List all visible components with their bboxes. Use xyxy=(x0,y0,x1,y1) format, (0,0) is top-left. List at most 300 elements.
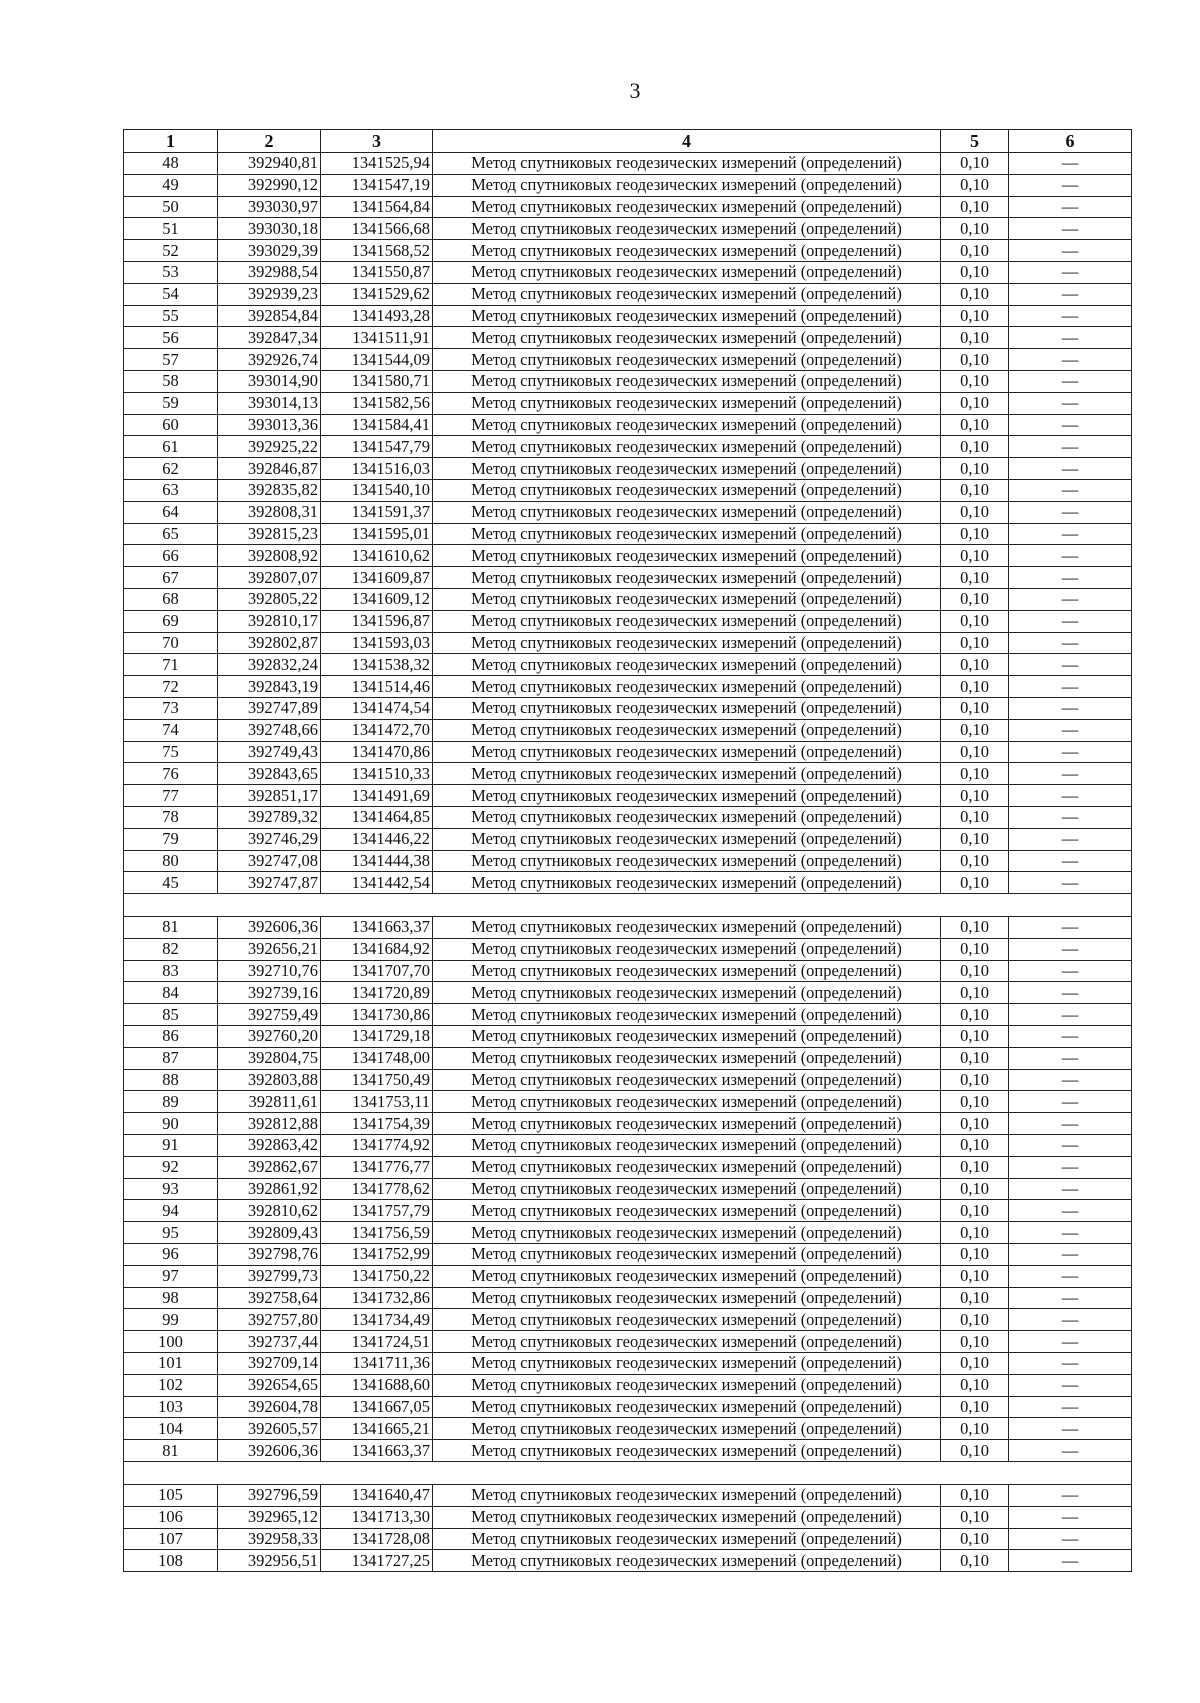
point-number-cell: 79 xyxy=(124,828,218,850)
accuracy-cell: 0,10 xyxy=(941,872,1009,894)
point-number-cell: 64 xyxy=(124,501,218,523)
y-coordinate-cell: 1341493,28 xyxy=(321,305,433,327)
x-coordinate-cell: 392802,87 xyxy=(218,632,321,654)
point-number-cell: 93 xyxy=(124,1178,218,1200)
y-coordinate-cell: 1341470,86 xyxy=(321,741,433,763)
y-coordinate-cell: 1341713,30 xyxy=(321,1506,433,1528)
y-coordinate-cell: 1341538,32 xyxy=(321,654,433,676)
accuracy-cell: 0,10 xyxy=(941,153,1009,175)
x-coordinate-cell: 392747,87 xyxy=(218,872,321,894)
accuracy-cell: 0,10 xyxy=(941,785,1009,807)
description-cell: — xyxy=(1009,218,1132,240)
method-cell: Метод спутниковых геодезических измерений (определений) xyxy=(433,1550,941,1572)
point-number-cell: 59 xyxy=(124,392,218,414)
table-row xyxy=(124,917,1132,939)
x-coordinate-cell: 392851,17 xyxy=(218,785,321,807)
y-coordinate-cell: 1341547,19 xyxy=(321,174,433,196)
accuracy-cell: 0,10 xyxy=(941,479,1009,501)
x-coordinate-cell: 393013,36 xyxy=(218,414,321,436)
x-coordinate-cell: 392846,87 xyxy=(218,458,321,480)
method-cell: Метод спутниковых геодезических измерений (определений) xyxy=(433,218,941,240)
table-row xyxy=(124,174,1132,196)
description-cell: — xyxy=(1009,414,1132,436)
y-coordinate-cell: 1341774,92 xyxy=(321,1135,433,1157)
x-coordinate-cell: 392760,20 xyxy=(218,1026,321,1048)
description-cell: — xyxy=(1009,588,1132,610)
accuracy-cell: 0,10 xyxy=(941,654,1009,676)
x-coordinate-cell: 392926,74 xyxy=(218,349,321,371)
y-coordinate-cell: 1341442,54 xyxy=(321,872,433,894)
x-coordinate-cell: 392939,23 xyxy=(218,283,321,305)
table-row xyxy=(124,785,1132,807)
description-cell: — xyxy=(1009,479,1132,501)
method-cell: Метод спутниковых геодезических измерений (определений) xyxy=(433,917,941,939)
x-coordinate-cell: 392805,22 xyxy=(218,588,321,610)
accuracy-cell: 0,10 xyxy=(941,1047,1009,1069)
point-number-cell: 80 xyxy=(124,850,218,872)
y-coordinate-cell: 1341778,62 xyxy=(321,1178,433,1200)
x-coordinate-cell: 392815,23 xyxy=(218,523,321,545)
table-row xyxy=(124,1528,1132,1550)
x-coordinate-cell: 392656,21 xyxy=(218,938,321,960)
header-col-5: 5 xyxy=(941,130,1009,153)
description-cell: — xyxy=(1009,697,1132,719)
table-row xyxy=(124,676,1132,698)
method-cell: Метод спутниковых геодезических измерений (определений) xyxy=(433,697,941,719)
table-row xyxy=(124,370,1132,392)
table-spacer-row xyxy=(124,894,1132,917)
description-cell: — xyxy=(1009,1069,1132,1091)
table-row xyxy=(124,741,1132,763)
table-row xyxy=(124,850,1132,872)
accuracy-cell: 0,10 xyxy=(941,982,1009,1004)
method-cell: Метод спутниковых геодезических измерений (определений) xyxy=(433,349,941,371)
point-number-cell: 85 xyxy=(124,1004,218,1026)
x-coordinate-cell: 392808,92 xyxy=(218,545,321,567)
table-row xyxy=(124,654,1132,676)
y-coordinate-cell: 1341665,21 xyxy=(321,1418,433,1440)
accuracy-cell: 0,10 xyxy=(941,676,1009,698)
table-row xyxy=(124,610,1132,632)
point-number-cell: 99 xyxy=(124,1309,218,1331)
y-coordinate-cell: 1341568,52 xyxy=(321,240,433,262)
x-coordinate-cell: 392862,67 xyxy=(218,1156,321,1178)
point-number-cell: 69 xyxy=(124,610,218,632)
y-coordinate-cell: 1341547,79 xyxy=(321,436,433,458)
y-coordinate-cell: 1341529,62 xyxy=(321,283,433,305)
y-coordinate-cell: 1341757,79 xyxy=(321,1200,433,1222)
accuracy-cell: 0,10 xyxy=(941,523,1009,545)
header-col-3: 3 xyxy=(321,130,433,153)
x-coordinate-cell: 392710,76 xyxy=(218,960,321,982)
table-row xyxy=(124,1309,1132,1331)
x-coordinate-cell: 393030,18 xyxy=(218,218,321,240)
y-coordinate-cell: 1341748,00 xyxy=(321,1047,433,1069)
accuracy-cell: 0,10 xyxy=(941,741,1009,763)
method-cell: Метод спутниковых геодезических измерений (определений) xyxy=(433,654,941,676)
point-number-cell: 82 xyxy=(124,938,218,960)
y-coordinate-cell: 1341711,36 xyxy=(321,1353,433,1375)
x-coordinate-cell: 393029,39 xyxy=(218,240,321,262)
table-row xyxy=(124,479,1132,501)
point-number-cell: 104 xyxy=(124,1418,218,1440)
x-coordinate-cell: 392796,59 xyxy=(218,1485,321,1507)
point-number-cell: 96 xyxy=(124,1244,218,1266)
point-number-cell: 101 xyxy=(124,1353,218,1375)
point-number-cell: 103 xyxy=(124,1396,218,1418)
description-cell: — xyxy=(1009,501,1132,523)
method-cell: Метод спутниковых геодезических измерений (определений) xyxy=(433,1418,941,1440)
x-coordinate-cell: 393014,90 xyxy=(218,370,321,392)
y-coordinate-cell: 1341474,54 xyxy=(321,697,433,719)
y-coordinate-cell: 1341564,84 xyxy=(321,196,433,218)
point-number-cell: 51 xyxy=(124,218,218,240)
description-cell: — xyxy=(1009,1528,1132,1550)
y-coordinate-cell: 1341566,68 xyxy=(321,218,433,240)
x-coordinate-cell: 392809,43 xyxy=(218,1222,321,1244)
y-coordinate-cell: 1341667,05 xyxy=(321,1396,433,1418)
y-coordinate-cell: 1341756,59 xyxy=(321,1222,433,1244)
method-cell: Метод спутниковых геодезических измерений (определений) xyxy=(433,1178,941,1200)
y-coordinate-cell: 1341595,01 xyxy=(321,523,433,545)
method-cell: Метод спутниковых геодезических измерений (определений) xyxy=(433,1331,941,1353)
method-cell: Метод спутниковых геодезических измерений (определений) xyxy=(433,458,941,480)
table-row xyxy=(124,1004,1132,1026)
table-row xyxy=(124,458,1132,480)
table-row xyxy=(124,1113,1132,1135)
accuracy-cell: 0,10 xyxy=(941,392,1009,414)
point-number-cell: 81 xyxy=(124,1440,218,1462)
description-cell: — xyxy=(1009,676,1132,698)
method-cell: Метод спутниковых геодезических измерений (определений) xyxy=(433,1026,941,1048)
method-cell: Метод спутниковых геодезических измерений (определений) xyxy=(433,1353,941,1375)
x-coordinate-cell: 392958,33 xyxy=(218,1528,321,1550)
description-cell: — xyxy=(1009,1287,1132,1309)
method-cell: Метод спутниковых геодезических измерений (определений) xyxy=(433,1244,941,1266)
x-coordinate-cell: 392799,73 xyxy=(218,1265,321,1287)
accuracy-cell: 0,10 xyxy=(941,349,1009,371)
x-coordinate-cell: 392798,76 xyxy=(218,1244,321,1266)
y-coordinate-cell: 1341510,33 xyxy=(321,763,433,785)
method-cell: Метод спутниковых геодезических измерений (определений) xyxy=(433,1265,941,1287)
description-cell: — xyxy=(1009,763,1132,785)
point-number-cell: 52 xyxy=(124,240,218,262)
x-coordinate-cell: 392747,08 xyxy=(218,850,321,872)
method-cell: Метод спутниковых геодезических измерений (определений) xyxy=(433,305,941,327)
point-number-cell: 88 xyxy=(124,1069,218,1091)
table-row xyxy=(124,349,1132,371)
table-row xyxy=(124,1047,1132,1069)
description-cell: — xyxy=(1009,436,1132,458)
accuracy-cell: 0,10 xyxy=(941,305,1009,327)
x-coordinate-cell: 392808,31 xyxy=(218,501,321,523)
y-coordinate-cell: 1341729,18 xyxy=(321,1026,433,1048)
description-cell: — xyxy=(1009,1004,1132,1026)
accuracy-cell: 0,10 xyxy=(941,218,1009,240)
accuracy-cell: 0,10 xyxy=(941,1026,1009,1048)
method-cell: Метод спутниковых геодезических измерений (определений) xyxy=(433,1200,941,1222)
table-row xyxy=(124,261,1132,283)
method-cell: Метод спутниковых геодезических измерений (определений) xyxy=(433,1440,941,1462)
method-cell: Метод спутниковых геодезических измерений (определений) xyxy=(433,806,941,828)
accuracy-cell: 0,10 xyxy=(941,1200,1009,1222)
table-row xyxy=(124,872,1132,894)
accuracy-cell: 0,10 xyxy=(941,850,1009,872)
description-cell: — xyxy=(1009,567,1132,589)
y-coordinate-cell: 1341727,25 xyxy=(321,1550,433,1572)
x-coordinate-cell: 392956,51 xyxy=(218,1550,321,1572)
method-cell: Метод спутниковых геодезических измерений (определений) xyxy=(433,240,941,262)
accuracy-cell: 0,10 xyxy=(941,1156,1009,1178)
point-number-cell: 55 xyxy=(124,305,218,327)
table-row xyxy=(124,697,1132,719)
x-coordinate-cell: 392604,78 xyxy=(218,1396,321,1418)
table-row xyxy=(124,392,1132,414)
table-header-row xyxy=(124,130,1132,153)
accuracy-cell: 0,10 xyxy=(941,1178,1009,1200)
method-cell: Метод спутниковых геодезических измерений (определений) xyxy=(433,1309,941,1331)
table-row xyxy=(124,1485,1132,1507)
description-cell: — xyxy=(1009,327,1132,349)
point-number-cell: 106 xyxy=(124,1506,218,1528)
x-coordinate-cell: 392832,24 xyxy=(218,654,321,676)
x-coordinate-cell: 392925,22 xyxy=(218,436,321,458)
y-coordinate-cell: 1341684,92 xyxy=(321,938,433,960)
table-row xyxy=(124,1506,1132,1528)
table-row xyxy=(124,1200,1132,1222)
point-number-cell: 81 xyxy=(124,917,218,939)
table-row xyxy=(124,501,1132,523)
table-row xyxy=(124,240,1132,262)
header-col-4: 4 xyxy=(433,130,941,153)
point-number-cell: 73 xyxy=(124,697,218,719)
x-coordinate-cell: 392606,36 xyxy=(218,917,321,939)
x-coordinate-cell: 392803,88 xyxy=(218,1069,321,1091)
point-number-cell: 100 xyxy=(124,1331,218,1353)
point-number-cell: 95 xyxy=(124,1222,218,1244)
description-cell: — xyxy=(1009,719,1132,741)
y-coordinate-cell: 1341491,69 xyxy=(321,785,433,807)
accuracy-cell: 0,10 xyxy=(941,567,1009,589)
point-number-cell: 86 xyxy=(124,1026,218,1048)
description-cell: — xyxy=(1009,240,1132,262)
description-cell: — xyxy=(1009,283,1132,305)
method-cell: Метод спутниковых геодезических измерений (определений) xyxy=(433,1222,941,1244)
description-cell: — xyxy=(1009,1374,1132,1396)
x-coordinate-cell: 392757,80 xyxy=(218,1309,321,1331)
table-row xyxy=(124,327,1132,349)
y-coordinate-cell: 1341750,22 xyxy=(321,1265,433,1287)
method-cell: Метод спутниковых геодезических измерений (определений) xyxy=(433,1156,941,1178)
method-cell: Метод спутниковых геодезических измерений (определений) xyxy=(433,872,941,894)
y-coordinate-cell: 1341591,37 xyxy=(321,501,433,523)
accuracy-cell: 0,10 xyxy=(941,261,1009,283)
accuracy-cell: 0,10 xyxy=(941,1113,1009,1135)
accuracy-cell: 0,10 xyxy=(941,1550,1009,1572)
point-number-cell: 57 xyxy=(124,349,218,371)
accuracy-cell: 0,10 xyxy=(941,1506,1009,1528)
x-coordinate-cell: 392746,29 xyxy=(218,828,321,850)
accuracy-cell: 0,10 xyxy=(941,1265,1009,1287)
accuracy-cell: 0,10 xyxy=(941,828,1009,850)
accuracy-cell: 0,10 xyxy=(941,1004,1009,1026)
description-cell: — xyxy=(1009,1331,1132,1353)
y-coordinate-cell: 1341688,60 xyxy=(321,1374,433,1396)
accuracy-cell: 0,10 xyxy=(941,938,1009,960)
table-row xyxy=(124,436,1132,458)
accuracy-cell: 0,10 xyxy=(941,763,1009,785)
description-cell: — xyxy=(1009,1113,1132,1135)
method-cell: Метод спутниковых геодезических измерений (определений) xyxy=(433,1113,941,1135)
point-number-cell: 91 xyxy=(124,1135,218,1157)
description-cell: — xyxy=(1009,1506,1132,1528)
x-coordinate-cell: 392749,43 xyxy=(218,741,321,763)
table-row xyxy=(124,1156,1132,1178)
y-coordinate-cell: 1341584,41 xyxy=(321,414,433,436)
table-row xyxy=(124,196,1132,218)
table-row xyxy=(124,938,1132,960)
x-coordinate-cell: 392807,07 xyxy=(218,567,321,589)
accuracy-cell: 0,10 xyxy=(941,1418,1009,1440)
description-cell: — xyxy=(1009,938,1132,960)
description-cell: — xyxy=(1009,741,1132,763)
point-number-cell: 61 xyxy=(124,436,218,458)
table-row xyxy=(124,1069,1132,1091)
description-cell: — xyxy=(1009,1265,1132,1287)
method-cell: Метод спутниковых геодезических измерений (определений) xyxy=(433,370,941,392)
method-cell: Метод спутниковых геодезических измерений (определений) xyxy=(433,1069,941,1091)
description-cell: — xyxy=(1009,1178,1132,1200)
description-cell: — xyxy=(1009,850,1132,872)
table-row xyxy=(124,1374,1132,1396)
method-cell: Метод спутниковых геодезических измерений (определений) xyxy=(433,1047,941,1069)
y-coordinate-cell: 1341593,03 xyxy=(321,632,433,654)
method-cell: Метод спутниковых геодезических измерений (определений) xyxy=(433,1396,941,1418)
table-row xyxy=(124,719,1132,741)
y-coordinate-cell: 1341720,89 xyxy=(321,982,433,1004)
x-coordinate-cell: 392990,12 xyxy=(218,174,321,196)
accuracy-cell: 0,10 xyxy=(941,370,1009,392)
point-number-cell: 53 xyxy=(124,261,218,283)
accuracy-cell: 0,10 xyxy=(941,1331,1009,1353)
x-coordinate-cell: 393014,13 xyxy=(218,392,321,414)
accuracy-cell: 0,10 xyxy=(941,1287,1009,1309)
description-cell: — xyxy=(1009,196,1132,218)
table-row xyxy=(124,1396,1132,1418)
y-coordinate-cell: 1341446,22 xyxy=(321,828,433,850)
y-coordinate-cell: 1341596,87 xyxy=(321,610,433,632)
y-coordinate-cell: 1341582,56 xyxy=(321,392,433,414)
description-cell: — xyxy=(1009,370,1132,392)
description-cell: — xyxy=(1009,1485,1132,1507)
table-row xyxy=(124,982,1132,1004)
y-coordinate-cell: 1341580,71 xyxy=(321,370,433,392)
description-cell: — xyxy=(1009,872,1132,894)
point-number-cell: 63 xyxy=(124,479,218,501)
point-number-cell: 77 xyxy=(124,785,218,807)
description-cell: — xyxy=(1009,1396,1132,1418)
point-number-cell: 78 xyxy=(124,806,218,828)
description-cell: — xyxy=(1009,960,1132,982)
method-cell: Метод спутниковых геодезических измерений (определений) xyxy=(433,850,941,872)
x-coordinate-cell: 392654,65 xyxy=(218,1374,321,1396)
description-cell: — xyxy=(1009,1353,1132,1375)
accuracy-cell: 0,10 xyxy=(941,719,1009,741)
accuracy-cell: 0,10 xyxy=(941,610,1009,632)
y-coordinate-cell: 1341516,03 xyxy=(321,458,433,480)
method-cell: Метод спутниковых геодезических измерений (определений) xyxy=(433,676,941,698)
description-cell: — xyxy=(1009,828,1132,850)
description-cell: — xyxy=(1009,1091,1132,1113)
point-number-cell: 54 xyxy=(124,283,218,305)
y-coordinate-cell: 1341610,62 xyxy=(321,545,433,567)
description-cell: — xyxy=(1009,1309,1132,1331)
x-coordinate-cell: 392843,19 xyxy=(218,676,321,698)
description-cell: — xyxy=(1009,1440,1132,1462)
accuracy-cell: 0,10 xyxy=(941,632,1009,654)
point-number-cell: 75 xyxy=(124,741,218,763)
table-row xyxy=(124,763,1132,785)
x-coordinate-cell: 392748,66 xyxy=(218,719,321,741)
method-cell: Метод спутниковых геодезических измерений (определений) xyxy=(433,545,941,567)
y-coordinate-cell: 1341464,85 xyxy=(321,806,433,828)
x-coordinate-cell: 392861,92 xyxy=(218,1178,321,1200)
method-cell: Метод спутниковых геодезических измерений (определений) xyxy=(433,785,941,807)
x-coordinate-cell: 392812,88 xyxy=(218,1113,321,1135)
x-coordinate-cell: 392835,82 xyxy=(218,479,321,501)
description-cell: — xyxy=(1009,917,1132,939)
method-cell: Метод спутниковых геодезических измерений (определений) xyxy=(433,327,941,349)
method-cell: Метод спутниковых геодезических измерений (определений) xyxy=(433,610,941,632)
y-coordinate-cell: 1341550,87 xyxy=(321,261,433,283)
accuracy-cell: 0,10 xyxy=(941,806,1009,828)
x-coordinate-cell: 392811,61 xyxy=(218,1091,321,1113)
method-cell: Метод спутниковых геодезических измерений (определений) xyxy=(433,196,941,218)
table-row xyxy=(124,1222,1132,1244)
point-number-cell: 98 xyxy=(124,1287,218,1309)
method-cell: Метод спутниковых геодезических измерений (определений) xyxy=(433,632,941,654)
table-row xyxy=(124,960,1132,982)
header-col-2: 2 xyxy=(218,130,321,153)
description-cell: — xyxy=(1009,1244,1132,1266)
y-coordinate-cell: 1341776,77 xyxy=(321,1156,433,1178)
table-row xyxy=(124,153,1132,175)
table-row xyxy=(124,1244,1132,1266)
method-cell: Метод спутниковых геодезических измерений (определений) xyxy=(433,1004,941,1026)
table-row xyxy=(124,523,1132,545)
accuracy-cell: 0,10 xyxy=(941,1309,1009,1331)
description-cell: — xyxy=(1009,1418,1132,1440)
y-coordinate-cell: 1341750,49 xyxy=(321,1069,433,1091)
y-coordinate-cell: 1341663,37 xyxy=(321,917,433,939)
accuracy-cell: 0,10 xyxy=(941,1353,1009,1375)
table-row xyxy=(124,828,1132,850)
table-row xyxy=(124,1091,1132,1113)
accuracy-cell: 0,10 xyxy=(941,327,1009,349)
method-cell: Метод спутниковых геодезических измерений (определений) xyxy=(433,283,941,305)
accuracy-cell: 0,10 xyxy=(941,1091,1009,1113)
x-coordinate-cell: 392854,84 xyxy=(218,305,321,327)
point-number-cell: 50 xyxy=(124,196,218,218)
description-cell: — xyxy=(1009,632,1132,654)
point-number-cell: 90 xyxy=(124,1113,218,1135)
accuracy-cell: 0,10 xyxy=(941,414,1009,436)
table-row xyxy=(124,1440,1132,1462)
point-number-cell: 48 xyxy=(124,153,218,175)
table-row xyxy=(124,632,1132,654)
accuracy-cell: 0,10 xyxy=(941,501,1009,523)
y-coordinate-cell: 1341514,46 xyxy=(321,676,433,698)
